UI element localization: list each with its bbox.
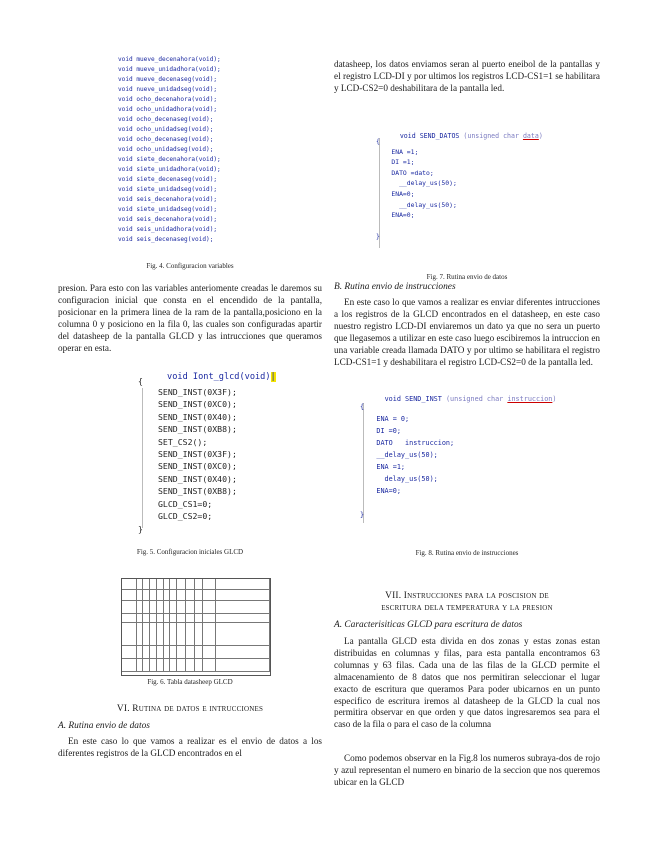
fig5-header-text: void Iont_glcd(void) [167, 372, 271, 382]
fig7-code-line: ENA=0; [376, 211, 415, 220]
fig4-code-line: void ocho_unidadseg(void); [118, 126, 214, 133]
fig4-code-line: void mueve_decenaseg(void); [118, 76, 218, 83]
fig6-table-cell [143, 623, 150, 645]
fig6-table-cell [164, 614, 171, 622]
fig7-code-image [376, 124, 576, 256]
fig6-table-cell [216, 623, 270, 645]
fig6-table-cell [122, 623, 137, 645]
fig4-code-line: void seis_decenahora(void); [118, 216, 218, 223]
fig8-code-line [360, 497, 454, 509]
fig6-table-cell [143, 614, 150, 622]
fig5-code-line: SEND_INST(0XC0); [158, 399, 237, 410]
fig6-table-cell [170, 659, 177, 671]
fig6-table-cell [186, 659, 195, 671]
fig6-table-cell [186, 590, 195, 600]
fig6-table-row [122, 579, 270, 590]
subsection-b: B. Rutina envio de instrucciones [334, 282, 456, 292]
fig4-code-line: void siete_unidadseg(void); [118, 206, 218, 213]
fig6-table-cell [195, 646, 204, 658]
fig6-table-cell [157, 601, 164, 613]
fig8-code-line: DI =0; [360, 427, 401, 435]
fig6-table-cell [150, 646, 157, 658]
fig6-table-cell [157, 590, 164, 600]
fig6-table-cell [150, 590, 157, 600]
fig6-table-cell [157, 659, 164, 671]
right-paragraph-2: En este caso lo que vamos a realizar es enviar diferentes intrucciones a los registros de la GLCD encontrados en el datasheep, en este caso nuestro registro LCD-DI enviaremos un dato ya que no sera un puerto que llegasemos a utilizar en este caso luego escibiremos la intruccion en una variable creada llamada DATO y por ultimo se habilitara el registro LCD-CS1=1 y deshabilitara el registro LCD-CS2=0 de la pantalla led. [334, 297, 600, 367]
fig8-code-line: } [360, 511, 365, 519]
fig5-code-image [136, 362, 296, 534]
fig6-table-cell [203, 623, 216, 645]
fig6-table-cell [203, 601, 216, 613]
fig5-code-line: SEND_INST(0XB8); [158, 486, 237, 497]
fig6-table-cell [137, 579, 144, 589]
fig6-table-cell [170, 590, 177, 600]
fig5-open-brace: { [138, 376, 143, 386]
fig7-header-end: ) [538, 132, 543, 140]
fig6-table-cell [143, 579, 150, 589]
fig7-header-name: SEND_DATOS [419, 132, 460, 140]
fig6-table-cell [170, 601, 177, 613]
fig5-code-line: SEND_INST(0X3F); [158, 387, 237, 397]
fig4-code-listing [118, 55, 221, 245]
fig6-table-cell [137, 590, 144, 600]
fig4-code-line: void ocho_decenaseg(void); [118, 136, 214, 143]
fig6-table-cell [150, 659, 157, 671]
fig4-code-line: void seis_unidadhora(void); [118, 226, 218, 233]
fig5-code-listing [158, 386, 237, 522]
fig6-table-cell [186, 646, 195, 658]
fig6-table-cell [164, 646, 171, 658]
fig8-header-arg: instruccion [507, 395, 553, 403]
fig6-table-cell [177, 579, 186, 589]
fig6-table-cell [216, 614, 270, 622]
fig6-table-cell [195, 590, 204, 600]
fig6-table-cell [143, 590, 150, 600]
fig6-table-cell [177, 659, 186, 671]
sec7-paragraph-1: La pantalla GLCD esta divida en dos zonas y estas zonas estan distribuidas en columnas y filas, para esta pantalla encontramos 63 columnas y 63 filas. Cada una de las filas de la GLCD permite el almacenamiento de 8 datos que nos permitiran seleccionar el lugar exacto de escritura que queramos Para poder ubicarnos en un punto especifico de escritura iremos al datasheep de la GLCD la cual nos permitira observar en que orden y que datos ingresaremos sea para el caso de la fila o para el caso de la columna [334, 636, 600, 730]
fig6-table-cell [195, 659, 204, 671]
sec6-paragraph: En este caso lo que vamos a realizar es el envio de datos a los diferentes registros de la GLCD encontrados en el [58, 736, 322, 758]
fig8-code-line: DATO instruccion; [360, 439, 455, 447]
fig6-table-cell [203, 646, 216, 658]
fig4-code-line: void siete_decenaseg(void); [118, 176, 218, 183]
fig7-code-line: __delay_us(50); [376, 179, 457, 188]
sec7-subsection-a: A. Caracterisiticas GLCD para escritura de datos [334, 620, 523, 630]
fig6-table-cell [122, 601, 137, 613]
fig6-table-cell [137, 623, 144, 645]
fig8-code-image [360, 387, 600, 537]
fig6-caption: Fig. 6. Tabla datasheep GLCD [147, 678, 233, 686]
fig5-cursor: ​| [270, 372, 276, 382]
fig4-code-line: void ocho_decenaseg(void); [118, 116, 214, 123]
fig7-code-line: ENA =1; [376, 147, 419, 156]
fig6-table-row [122, 590, 270, 601]
fig4-code-image [118, 55, 268, 247]
fig6-table-cell [170, 623, 177, 645]
fig6-table-cell [195, 601, 204, 613]
fig8-code-line: { [360, 403, 365, 411]
fig6-table-cell [143, 601, 150, 613]
sec7-title-line1: VII. Instrucciones para la poscision de [385, 591, 549, 601]
fig6-table-cell [164, 659, 171, 671]
left-paragraph-1: presion. Para esto con las variables anteriomente creadas le daremos su configuracion inicial que consta en el encendido de la pantalla, posicionar en la primera linea de la ram de la pantalla,posiciono en la columna 0 y posiciono en la fila 0, las cuales son configuradas apartir del datasheep de la pantalla GLCD y las intrucciones que queramos operar en esta. [58, 283, 322, 353]
fig7-header-arg: data [522, 132, 539, 140]
fig6-table-cell [122, 590, 137, 600]
fig7-header-args: (unsigned char [463, 132, 523, 140]
fig6-table-cell [150, 579, 157, 589]
fig8-code-listing [360, 401, 454, 521]
fig8-header-kw: void [384, 395, 401, 403]
fig6-table-cell [177, 590, 186, 600]
right-paragraph-1: datasheep, los datos enviamos seran al puerto eneibol de la pantallas y el registro LCD-DI y por ultimos los registros LCD-CS1=1 se habilitara y LCD-CS2=0 deshabilitara de la pantalla led. [334, 59, 600, 93]
fig5-close-brace: } [138, 524, 143, 534]
fig6-table-cell [170, 614, 177, 622]
fig6-table-cell [186, 623, 195, 645]
fig6-table-cell [177, 623, 186, 645]
fig6-table-cell [186, 614, 195, 622]
fig6-table-cell [186, 601, 195, 613]
fig6-table-cell [216, 646, 270, 658]
fig4-code-line: void seis_decenahora(void); [118, 196, 218, 203]
fig6-table-cell [143, 659, 150, 671]
fig7-code-line: { [376, 137, 380, 145]
fig6-table-cell [137, 614, 144, 622]
fig6-table-cell [186, 579, 195, 589]
fig6-table-cell [122, 659, 137, 671]
fig6-table-cell [157, 614, 164, 622]
fig8-code-line: ENA=0; [360, 487, 401, 495]
fig4-code-line: void mueve_unidadhora(void); [118, 66, 221, 73]
sec6-title: VI. Rutina de datos e intrucciones [116, 704, 264, 714]
fig6-table-row [122, 646, 270, 659]
fig4-code-line: void ocho_decenahora(void); [118, 96, 218, 103]
fig6-table-cell [164, 579, 171, 589]
fig5-indent-guide [142, 388, 143, 528]
fig8-code-line: ENA =1; [360, 463, 406, 471]
fig5-code-line: GLCD_CS2=0; [158, 511, 213, 522]
fig6-table-row [122, 601, 270, 614]
sec7-title-line2: escritura dela temperatura y la presion [381, 603, 553, 613]
fig6-table-cell [137, 601, 144, 613]
fig6-table-row [122, 614, 270, 623]
fig5-code-line: SEND_INST(0XC0); [158, 461, 237, 472]
fig5-code-line: SEND_INST(0X40); [158, 411, 237, 422]
fig6-table-cell [177, 646, 186, 658]
fig6-table-cell [150, 623, 157, 645]
fig6-table-cell [164, 601, 171, 613]
fig6-table-cell [157, 646, 164, 658]
fig4-code-line: void siete_unidadseg(void); [118, 186, 218, 193]
fig6-table-cell [122, 646, 137, 658]
fig6-table-cell [170, 579, 177, 589]
fig6-table-cell [170, 646, 177, 658]
fig6-table-cell [216, 579, 270, 589]
fig6-table-cell [195, 623, 204, 645]
fig4-code-line: void ocho_unidadseg(void); [118, 146, 214, 153]
fig5-code-line: SEND_INST(0XB8); [158, 424, 237, 435]
fig8-code-line: delay_us(50); [360, 475, 438, 483]
fig4-caption: Fig. 4. Configuracion variables [146, 262, 234, 270]
fig6-table-row [122, 623, 270, 646]
fig8-caption: Fig. 8. Rutina envio de instrucciones [415, 549, 519, 557]
fig6-table-cell [203, 590, 216, 600]
fig6-table-cell [177, 601, 186, 613]
fig6-table-cell [164, 590, 171, 600]
fig7-code-line [376, 221, 457, 232]
fig7-code-line: } [376, 232, 380, 241]
fig6-table-cell [150, 601, 157, 613]
fig6-table-cell [216, 590, 270, 600]
fig6-table-cell [157, 623, 164, 645]
fig5-code-line: GLCD_CS1=0; [158, 498, 213, 509]
fig6-table-cell [195, 614, 204, 622]
fig7-caption: Fig. 7. Rutina envio de datos [426, 273, 508, 281]
fig6-table-cell [122, 614, 137, 622]
fig6-datasheet-table [121, 578, 271, 676]
fig7-code-line: ENA=0; [376, 189, 415, 198]
sec7-paragraph-2: Como podemos observar en la Fig.8 los numeros subraya-dos de rojo y azul representan el numero en binario de la seccion que nos queremos ubicar en la GLCD [334, 753, 600, 787]
fig4-code-line: void nueve_unidadseg(void); [118, 86, 218, 93]
fig8-header-end: ) [552, 395, 557, 403]
fig6-table-cell [137, 659, 144, 671]
fig6-table-cell [203, 659, 216, 671]
fig7-code-line: __delay_us(50); [376, 200, 457, 209]
fig6-table-cell [203, 579, 216, 589]
fig6-table-cell [143, 646, 150, 658]
fig6-table-cell [157, 579, 164, 589]
fig8-code-line: __delay_us(50); [360, 451, 438, 459]
fig4-code-line: void siete_decenahora(void); [118, 156, 221, 163]
fig4-code-line: void mueve_decenahora(void); [118, 56, 221, 63]
fig4-code-line: void seis_decenaseg(void); [118, 236, 214, 243]
fig7-code-line: DI =1; [376, 158, 415, 167]
fig6-table-rows [122, 579, 270, 672]
fig6-table-row [122, 659, 270, 672]
fig6-table-cell [216, 659, 270, 671]
fig6-table-cell [216, 601, 270, 613]
fig5-code-line: SEND_INST(0X3F); [158, 449, 237, 460]
fig7-header-kw: void [399, 132, 416, 140]
fig6-table-cell [164, 623, 171, 645]
fig7-code-listing [376, 136, 457, 242]
fig7-code-line: DATO =dato; [376, 168, 434, 177]
fig6-table-cell [122, 579, 137, 589]
sec6-subsection-a: A. Rutina envio de datos [58, 721, 150, 731]
fig6-table-cell [203, 614, 216, 622]
fig8-code-line: ENA = 0; [360, 415, 410, 423]
fig8-header-args: (unsigned char [445, 395, 508, 403]
fig8-header-name: SEND_INST [405, 395, 442, 403]
fig6-table-cell [150, 614, 157, 622]
fig6-table-cell [195, 579, 204, 589]
fig4-code-line: void ocho_unidadhora(void); [118, 106, 218, 113]
fig5-code-line: SET_CS2(); [158, 436, 208, 447]
fig6-table-cell [137, 646, 144, 658]
fig5-code-line: SEND_INST(0X40); [158, 473, 237, 484]
fig6-table-cell [177, 614, 186, 622]
fig4-code-line: void siete_unidadhora(void); [118, 166, 221, 173]
fig5-caption: Fig. 5. Configuracion iniciales GLCD [136, 548, 244, 556]
